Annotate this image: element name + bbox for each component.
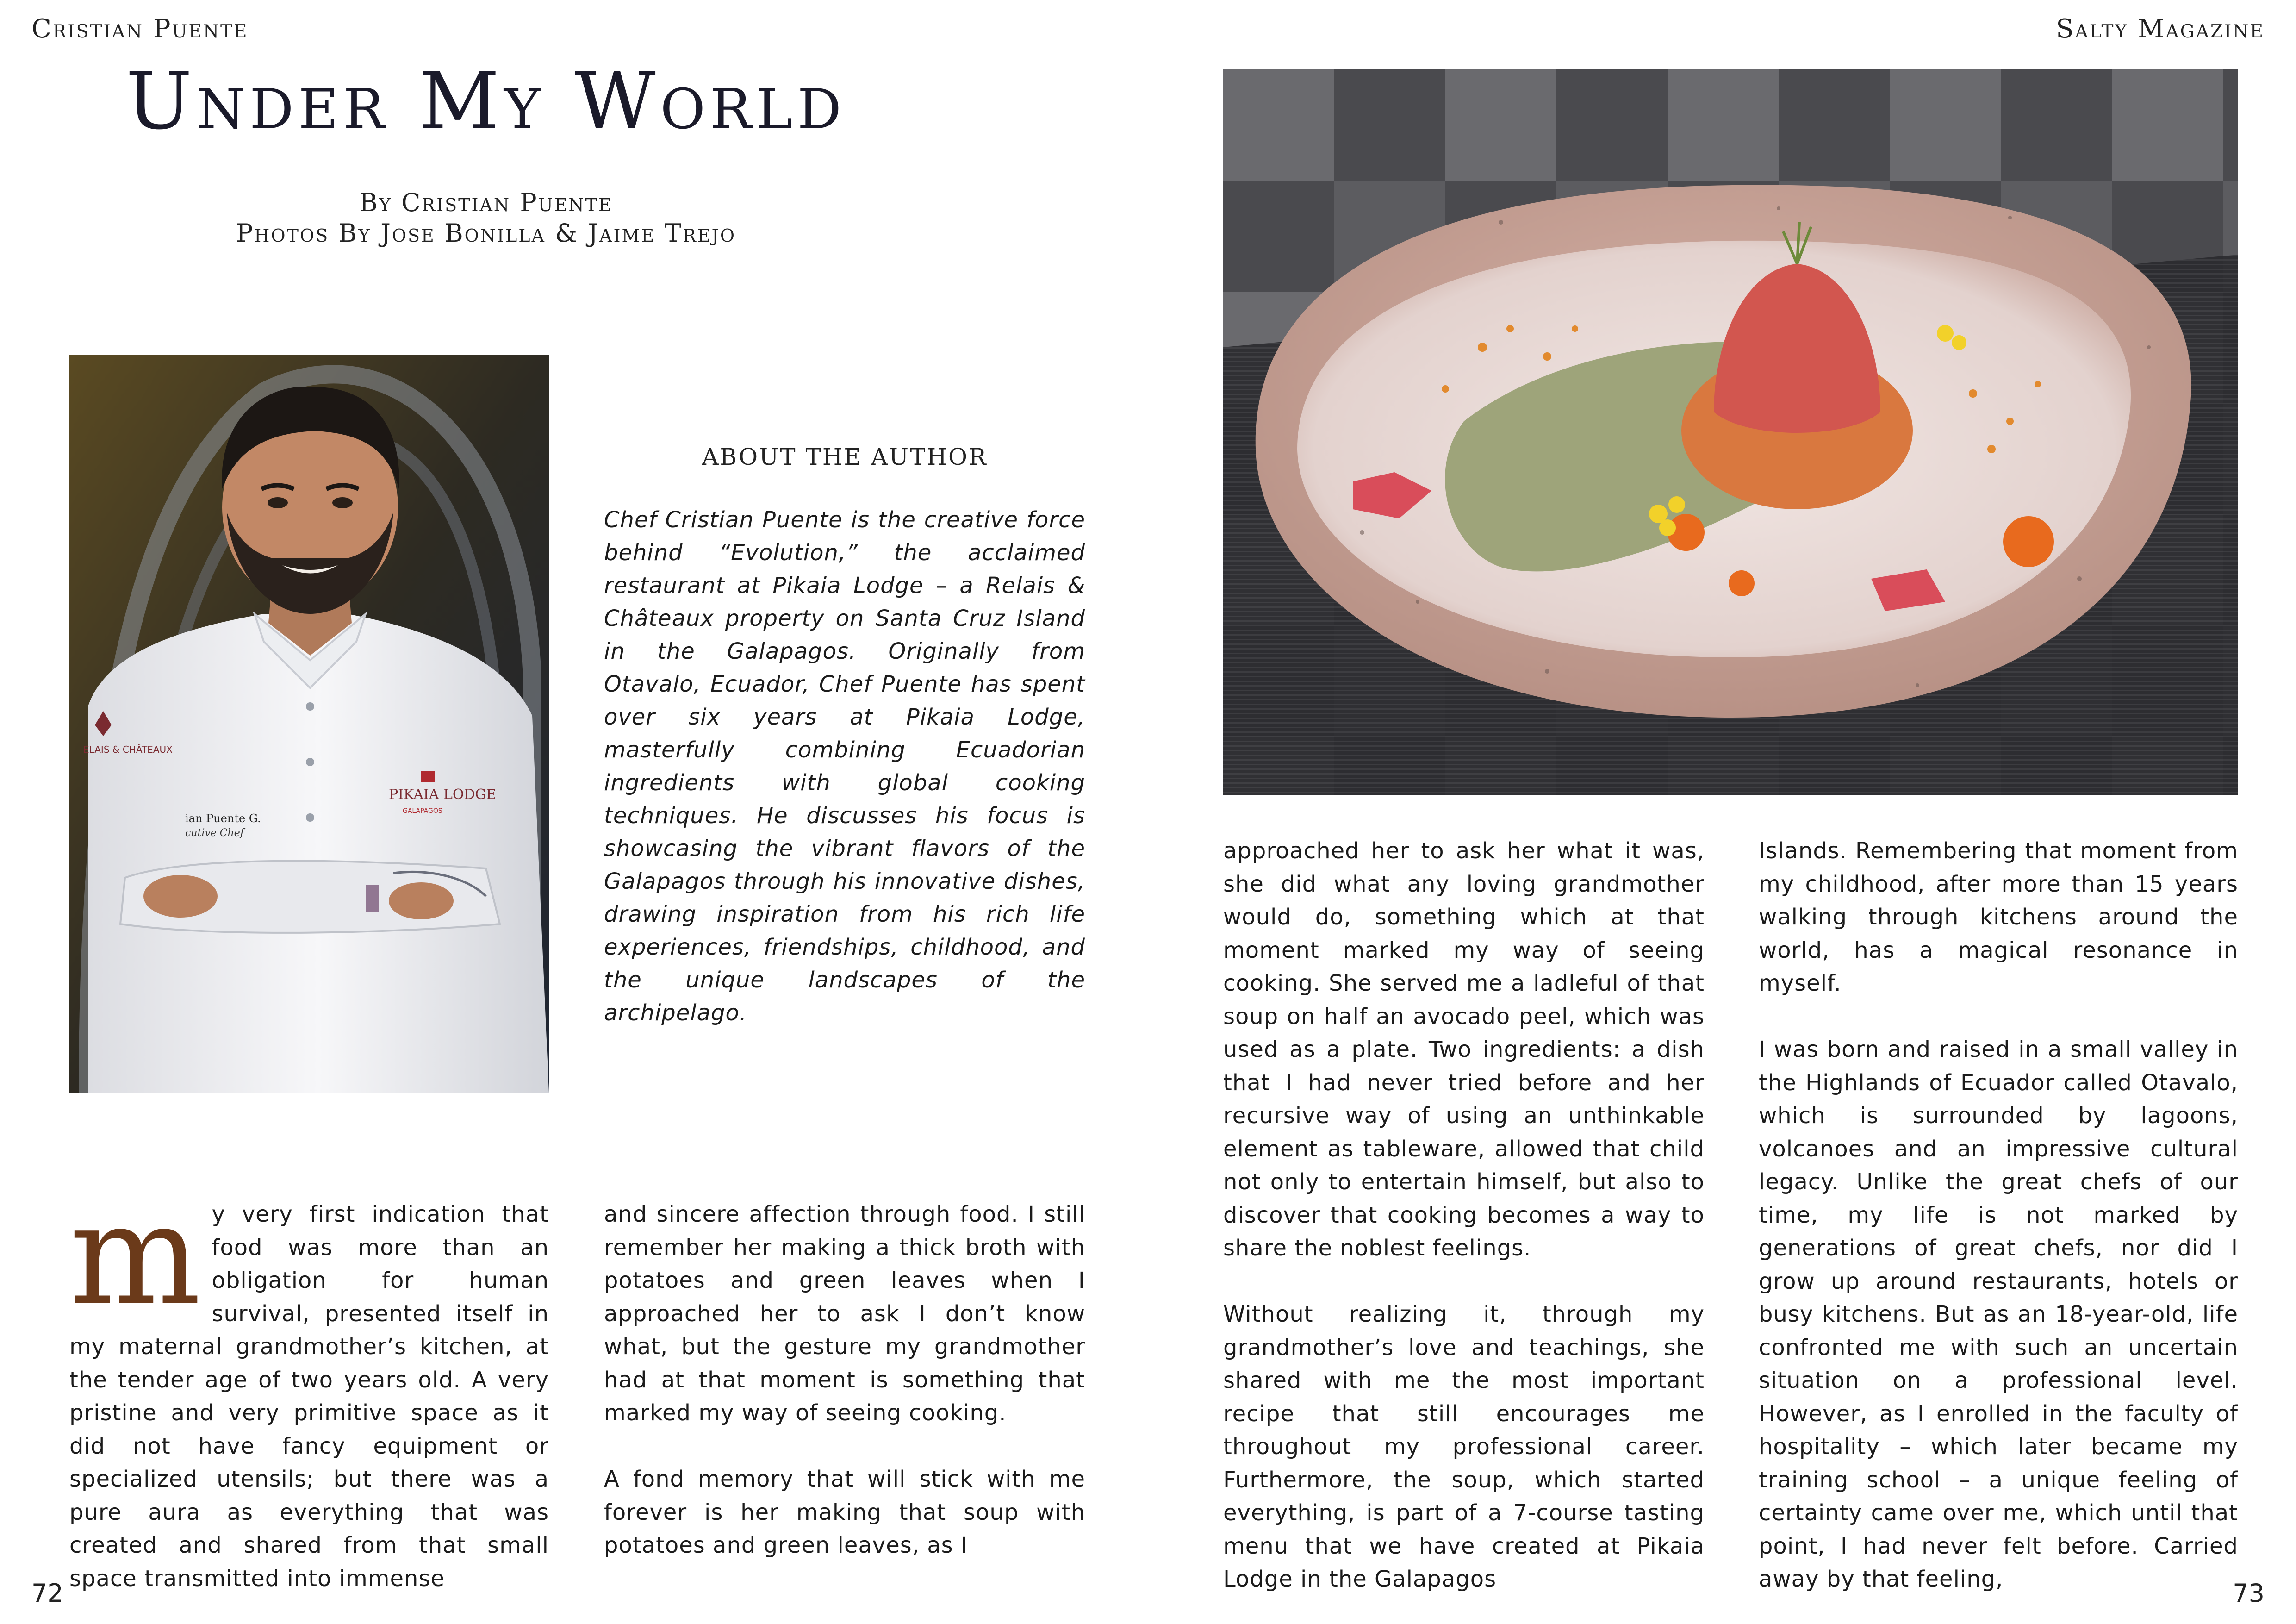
chef-portrait-photo [69,355,549,1093]
paragraph: I was born and raised in a small valley in the Highlands of Ecuador called Otavalo, which is surrounded by lagoons, volcanoes and an impressive cultural legacy. Unlike the great chefs of our time, my life is not marked by generations of great chefs, nor did I grow up around restaurants, hotels or busy kitchens. But as an 18-year-old, life confronted me with such an uncertain situation on a professional level. However, as I enrolled in the faculty of hospitality – which later became my training school – a unique feeling of certainty came over me, which until that point, I had never felt before. Carried away by that feeling, [1759,1037,2238,1592]
role-embroidery: cutive Chef [185,827,244,839]
paragraph: and sincere affection through food. I still remember her making a thick broth with potatoes and green leaves when I approached her to ask I don’t know what, but the gesture my grandmother had at that moment is something that marked my way of seeing cooking. [604,1201,1085,1426]
page-number-left: 72 [31,1579,63,1608]
dish-photo [1223,69,2238,795]
name-embroidery: ian Puente G. [185,812,261,825]
paragraph: my very first indication that food was more than an obligation for human survival, presented itself in my maternal grandmother’s kitchen, at the tender age of two years old. A very pristine and very primitive space as it did not have fancy equipment or specialized utensils; but there was a pure aura as everything that was created and shared from that small space transmitted into immense [69,1174,549,1592]
svg-text:GALAPAGOS: GALAPAGOS [403,807,442,815]
running-header-author: Cristian Puente [31,14,249,44]
body-column-2 [604,1198,1085,1562]
photo-credit: Photos By Jose Bonilla & Jaime Trejo [236,219,736,248]
svg-text:ELAIS & CHÂTEAUX: ELAIS & CHÂTEAUX [83,744,173,755]
paragraph: Islands. Remembering that moment from my childhood, after more than 15 years walking through kitchens around the world, has a magical resonance in myself. [1759,838,2238,996]
paragraph: Without realizing it, through my grandmother’s love and teachings, she shared with me the most important recipe that still encourages me throughout my professional career. Furthermore, the soup, which started everything, is part of a 7-course tasting menu that we have created at Pikaia Lodge in the Galapagos [1223,1301,1705,1592]
author-byline: By Cristian Puente [359,188,613,217]
drop-cap: m [69,1174,202,1336]
body-column-1 [69,1174,549,1595]
body-column-4 [1759,835,2238,1596]
body-column-3 [1223,835,1705,1596]
byline-block [69,187,902,249]
svg-text:PIKAIA LODGE: PIKAIA LODGE [389,787,497,803]
paragraph: A fond memory that will stick with me forever is her making that soup with potatoes and green leaves, as I [604,1466,1085,1558]
about-author-text: Chef Cristian Puente is the creative force behind “Evolution,” the acclaimed restaurant at Pikaia Lodge – a Relais & Châteaux property on Santa Cruz Island in the Galapagos. Originally from Otavalo, Ecuador, Chef Puente has spent over six years at Pikaia Lodge, masterfully combining Ecuadorian ingredients with global cooking techniques. He discusses his focus is showcasing the vibrant flavors of the Galapagos through his innovative dishes, drawing inspiration from his rich life experiences, friendships, childhood, and the unique landscapes of the archipelago. [604,507,1085,1026]
page-number-right: 73 [2233,1579,2265,1608]
running-header-magazine: Salty Magazine [2056,14,2265,44]
article-title: Under My World [125,56,846,147]
about-author-heading: ABOUT THE AUTHOR [702,443,988,470]
paragraph: approached her to ask her what it was, she did what any loving grandmother would do, something which at that moment marked my way of seeing cooking. She served me a ladleful of that soup on half an avocado peel, which was used as a plate. Two ingredients: a dish that I had never tried before and her recursive way of using an unthinkable element as tableware, allowed that child not only to entertain himself, but also to discover that cooking becomes a way to share the noblest feelings. [1223,838,1705,1261]
